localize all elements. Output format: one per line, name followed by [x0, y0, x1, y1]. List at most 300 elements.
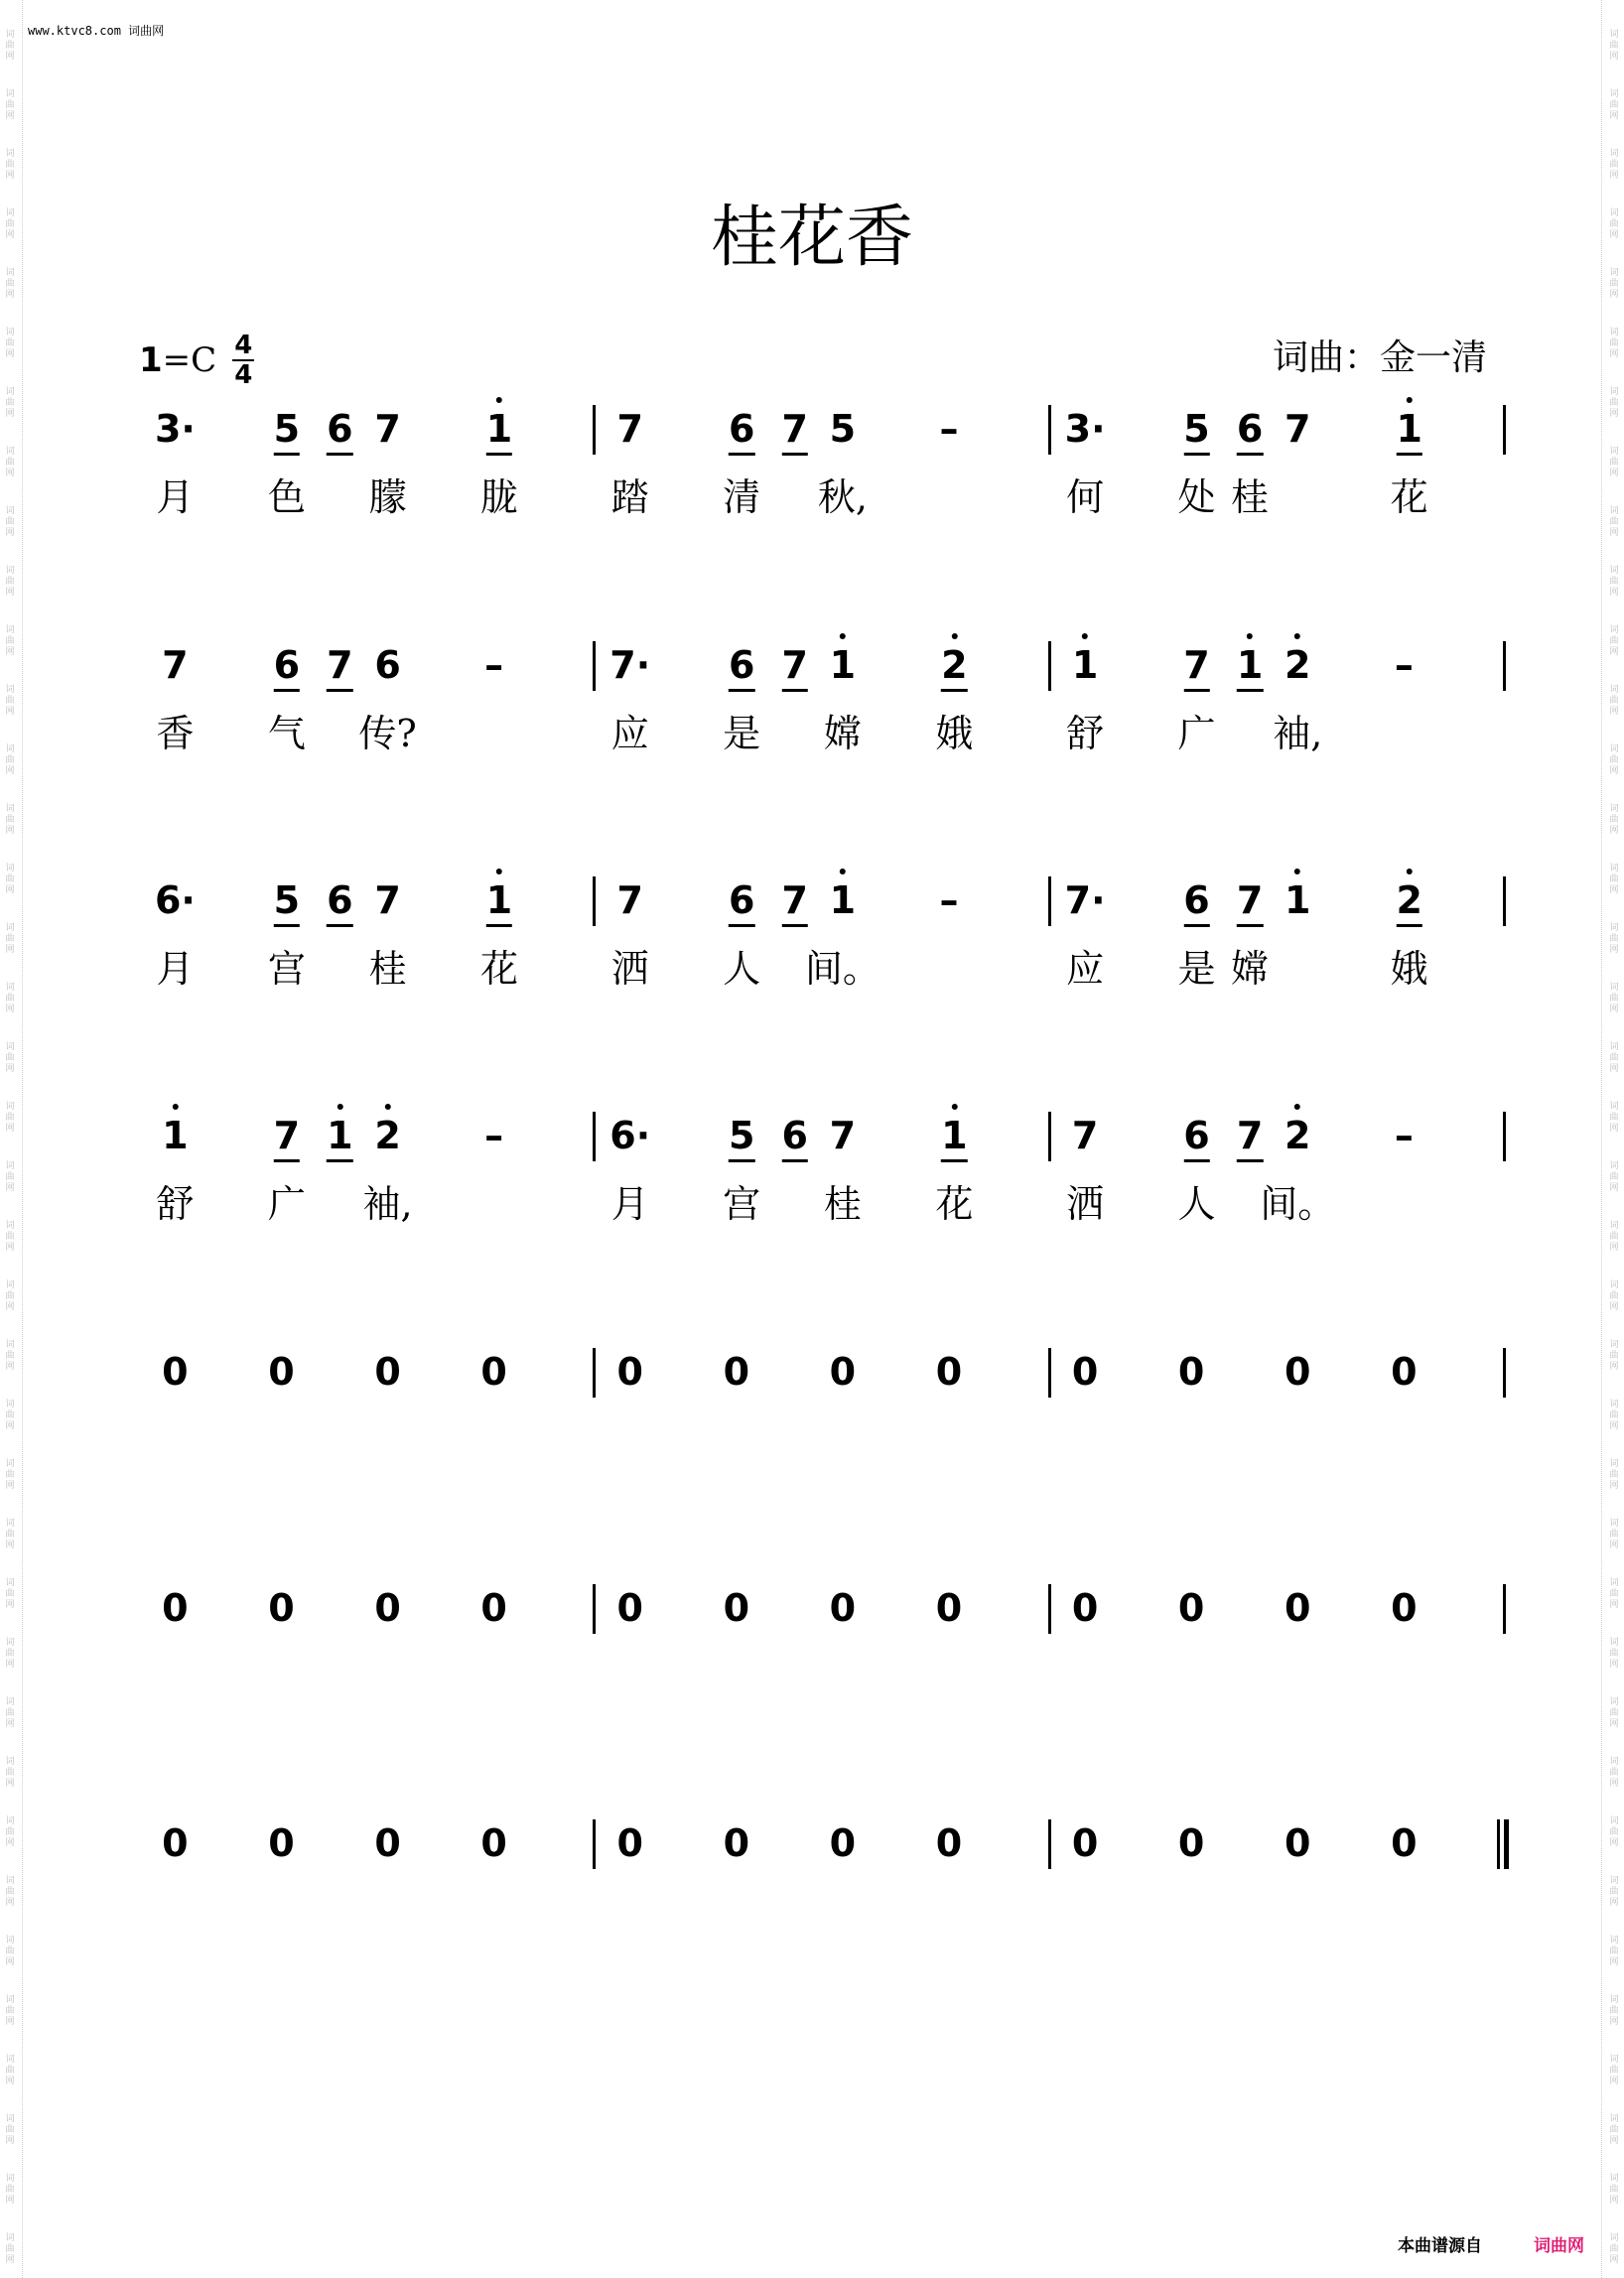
dash-note: – [939, 407, 959, 451]
lyric-syllable: 秋, [817, 475, 868, 519]
barline [1503, 876, 1506, 926]
note: 7 [1237, 1114, 1263, 1162]
note: 7 [1071, 1114, 1099, 1157]
watermark-glyph: 网 [5, 1243, 15, 1253]
watermark-glyph: 网 [1609, 707, 1619, 717]
watermark-glyph: 网 [5, 647, 15, 657]
note: 1 [327, 1114, 352, 1162]
watermark-glyph: 词 [5, 447, 15, 457]
watermark-glyph: 网 [5, 588, 15, 598]
lyric-syllable: 胧 [480, 475, 519, 519]
barline [1048, 405, 1051, 455]
watermark-glyph: 曲 [5, 160, 15, 170]
note: 6 [327, 407, 352, 456]
watermark-glyph: 网 [1609, 171, 1619, 181]
watermark-glyph: 词 [1609, 1280, 1619, 1290]
watermark-glyph: 网 [1609, 826, 1619, 836]
watermark-glyph: 词 [1609, 1400, 1619, 1409]
note: 7 [616, 407, 643, 451]
note: 7· [609, 643, 651, 687]
watermark-glyph: 曲 [5, 398, 15, 408]
watermark-glyph: 网 [5, 1898, 15, 1908]
key-signature [139, 326, 254, 395]
watermark-glyph: 网 [5, 2017, 15, 2027]
note: 6 [729, 878, 754, 927]
lyric-syllable: 舒 [1066, 712, 1105, 755]
lyric-syllable: 间。 [1260, 1182, 1336, 1226]
watermark-glyph: 曲 [1609, 577, 1619, 587]
watermark-glyph: 曲 [5, 41, 15, 51]
watermark-glyph: 网 [5, 52, 15, 62]
watermark-glyph: 词 [1609, 1876, 1619, 1886]
watermark-glyph: 网 [1609, 1541, 1619, 1550]
watermark-glyph: 词 [5, 1995, 15, 2005]
watermark-glyph: 网 [5, 1481, 15, 1491]
watermark-glyph: 网 [1609, 647, 1619, 657]
barline [1048, 1819, 1051, 1869]
lyric-syllable: 间。 [804, 947, 880, 991]
dash-note: – [939, 878, 959, 922]
watermark-glyph: 词 [1609, 1519, 1619, 1529]
dash-note: – [1394, 643, 1414, 687]
watermark-glyph: 曲 [5, 636, 15, 646]
watermark-glyph: 词 [5, 744, 15, 754]
lyric-syllable: 是 [723, 712, 761, 755]
watermark-glyph: 网 [1609, 1183, 1619, 1193]
note: 1 [486, 407, 512, 456]
lyric-syllable: 气 [267, 712, 306, 755]
watermark-glyph: 曲 [1609, 1291, 1619, 1301]
watermark-glyph: 曲 [1609, 41, 1619, 51]
lyric-syllable: 桂 [1231, 475, 1270, 519]
watermark-glyph: 词 [1609, 566, 1619, 576]
watermark-glyph: 词 [5, 1400, 15, 1409]
watermark-glyph: 网 [5, 1541, 15, 1550]
time-signature [232, 332, 254, 389]
watermark-glyph: 词 [5, 506, 15, 516]
lyric-syllable: 娥 [935, 712, 974, 755]
watermark-glyph: 词 [5, 566, 15, 576]
watermark-glyph: 网 [1609, 230, 1619, 240]
lyric-syllable: 宫 [723, 1182, 761, 1226]
watermark-glyph: 曲 [5, 934, 15, 944]
rest-note: 0 [162, 1350, 189, 1394]
watermark-glyph: 曲 [1609, 398, 1619, 408]
watermark-glyph: 词 [1609, 983, 1619, 993]
watermark-glyph: 词 [1609, 1936, 1619, 1945]
lyric-row [0, 474, 1624, 524]
note: 2 [941, 643, 967, 692]
watermark-glyph: 曲 [5, 2006, 15, 2016]
rest-note: 0 [480, 1350, 507, 1394]
watermark-glyph: 词 [5, 685, 15, 695]
note: 6· [154, 878, 196, 922]
lyric-syllable: 踏 [610, 475, 649, 519]
watermark-glyph: 词 [5, 804, 15, 814]
rest-note: 0 [268, 1350, 295, 1394]
watermark-glyph: 曲 [5, 755, 15, 765]
watermark-glyph: 词 [5, 328, 15, 337]
barline [1048, 876, 1051, 926]
lyric-syllable: 嫦 [823, 712, 862, 755]
watermark-glyph: 曲 [1609, 1410, 1619, 1420]
note: 7 [781, 643, 807, 692]
lyric-syllable: 洒 [610, 947, 649, 991]
rest-note: 0 [616, 1350, 643, 1394]
rest-note: 0 [935, 1586, 963, 1630]
watermark-glyph: 词 [1609, 685, 1619, 695]
note: 7 [374, 878, 401, 922]
watermark-glyph: 词 [1609, 1042, 1619, 1052]
watermark-glyph: 网 [5, 1957, 15, 1967]
lyric-row [0, 711, 1624, 760]
watermark-glyph: 网 [5, 1362, 15, 1372]
barline [1503, 1584, 1506, 1634]
octave-dot [385, 1104, 391, 1110]
rest-note: 0 [1177, 1821, 1205, 1865]
watermark-glyph: 曲 [1609, 874, 1619, 884]
watermark-glyph: 网 [1609, 945, 1619, 955]
rest-note: 0 [723, 1586, 750, 1630]
watermark-glyph: 曲 [1609, 994, 1619, 1004]
watermark-glyph: 曲 [1609, 2006, 1619, 2016]
watermark-glyph: 网 [5, 1005, 15, 1014]
rest-note: 0 [935, 1350, 963, 1394]
rest-note: 0 [1391, 1821, 1418, 1865]
note: 1 [1237, 643, 1263, 692]
lyric-syllable: 桂 [368, 947, 407, 991]
watermark-glyph: 曲 [1609, 1708, 1619, 1718]
lyric-syllable: 广 [1177, 712, 1216, 755]
lyric-syllable: 何 [1066, 475, 1105, 519]
watermark-glyph: 词 [1609, 1221, 1619, 1231]
lyric-syllable: 广 [267, 1182, 306, 1226]
watermark-glyph: 词 [1609, 1697, 1619, 1707]
rest-note: 0 [162, 1586, 189, 1630]
watermark-glyph: 词 [1609, 1757, 1619, 1767]
watermark-glyph: 网 [1609, 290, 1619, 300]
watermark-glyph: 词 [1609, 387, 1619, 397]
watermark-glyph: 曲 [1609, 458, 1619, 468]
watermark-glyph: 词 [1609, 268, 1619, 278]
watermark-glyph: 词 [1609, 1161, 1619, 1171]
watermark-glyph: 曲 [5, 219, 15, 229]
watermark-glyph: 网 [1609, 1481, 1619, 1491]
watermark-glyph: 曲 [1609, 160, 1619, 170]
watermark-glyph: 曲 [1609, 636, 1619, 646]
rest-note: 0 [723, 1350, 750, 1394]
watermark-glyph: 网 [1609, 1243, 1619, 1253]
lyric-syllable: 宫 [267, 947, 306, 991]
watermark-glyph: 词 [5, 2055, 15, 2065]
watermark-glyph: 曲 [1609, 1827, 1619, 1837]
dash-note: – [1394, 1114, 1414, 1157]
watermark-glyph: 曲 [5, 696, 15, 706]
watermark-glyph: 曲 [5, 1708, 15, 1718]
watermark-glyph: 词 [1609, 864, 1619, 873]
watermark-glyph: 词 [1609, 149, 1619, 159]
watermark-glyph: 网 [5, 1064, 15, 1074]
watermark-glyph: 网 [1609, 1124, 1619, 1134]
watermark-glyph: 网 [1609, 2017, 1619, 2027]
lyric-syllable: 月 [610, 1182, 649, 1226]
note: 7 [616, 878, 643, 922]
notation-row [0, 1114, 1624, 1173]
watermark-glyph: 词 [5, 1280, 15, 1290]
watermark-glyph: 网 [5, 2136, 15, 2146]
lyric-syllable: 洒 [1066, 1182, 1105, 1226]
watermark-glyph: 曲 [5, 2066, 15, 2076]
watermark-glyph: 词 [1609, 2055, 1619, 2065]
watermark-glyph: 曲 [5, 1351, 15, 1361]
watermark-glyph: 曲 [1609, 100, 1619, 110]
note: 7 [327, 643, 352, 692]
barline [593, 641, 596, 691]
song-title: 桂花香 [710, 199, 913, 277]
notation-row [0, 1350, 1624, 1409]
watermark-glyph: 词 [5, 2174, 15, 2184]
site-url: www.ktvc8.com 词曲网 [28, 24, 165, 38]
watermark-glyph: 曲 [1609, 2066, 1619, 2076]
lyric-syllable: 月 [156, 475, 195, 519]
watermark-glyph: 网 [1609, 1362, 1619, 1372]
watermark-glyph: 曲 [1609, 1053, 1619, 1063]
rest-note: 0 [616, 1586, 643, 1630]
watermark-glyph: 曲 [1609, 1113, 1619, 1123]
watermark-glyph: 词 [5, 1876, 15, 1886]
watermark-glyph: 网 [1609, 52, 1619, 62]
watermark-glyph: 词 [5, 1519, 15, 1529]
watermark-glyph: 曲 [1609, 934, 1619, 944]
notation-row [0, 643, 1624, 703]
rest-note: 0 [616, 1821, 643, 1865]
note: 2 [1285, 643, 1310, 687]
watermark-glyph: 词 [1609, 328, 1619, 337]
footer-site: 词曲网 [1534, 2236, 1584, 2256]
watermark-glyph: 曲 [5, 874, 15, 884]
watermark-glyph: 网 [5, 2077, 15, 2086]
rest-note: 0 [1177, 1586, 1205, 1630]
watermark-glyph: 网 [5, 1124, 15, 1134]
watermark-glyph: 词 [1609, 89, 1619, 99]
rest-note: 0 [723, 1821, 750, 1865]
watermark-glyph: 词 [1609, 447, 1619, 457]
watermark-glyph: 网 [5, 290, 15, 300]
notation-row [0, 1586, 1624, 1646]
barline [1503, 1112, 1506, 1161]
watermark-glyph: 曲 [5, 815, 15, 825]
note: 7 [274, 1114, 300, 1162]
note: 7 [1237, 878, 1263, 927]
note: 1 [830, 643, 856, 687]
octave-dot [951, 633, 957, 639]
watermark-glyph: 网 [5, 1421, 15, 1431]
watermark-glyph: 曲 [1609, 755, 1619, 765]
watermark-glyph: 网 [5, 945, 15, 955]
watermark-glyph: 曲 [5, 517, 15, 527]
rest-note: 0 [480, 1586, 507, 1630]
watermark-glyph: 网 [5, 171, 15, 181]
watermark-glyph: 网 [5, 528, 15, 538]
watermark-glyph: 词 [1609, 1102, 1619, 1112]
watermark-glyph: 曲 [5, 1470, 15, 1480]
rest-note: 0 [1071, 1821, 1099, 1865]
note: 2 [1285, 1114, 1310, 1157]
lyric-syllable: 嫦 [1231, 947, 1270, 991]
barline [593, 876, 596, 926]
barline [1503, 641, 1506, 691]
watermark-glyph: 词 [5, 1936, 15, 1945]
rest-note: 0 [1071, 1350, 1099, 1394]
watermark-glyph: 曲 [5, 1768, 15, 1778]
watermark-glyph: 词 [1609, 2233, 1619, 2243]
note: 6 [781, 1114, 807, 1162]
rest-note: 0 [374, 1586, 401, 1630]
octave-dot [1247, 633, 1253, 639]
watermark-glyph: 曲 [1609, 517, 1619, 527]
watermark-glyph: 网 [5, 111, 15, 121]
watermark-glyph: 词 [5, 1161, 15, 1171]
octave-dot [1294, 1104, 1300, 1110]
footer-label: 本曲谱源自 [1398, 2236, 1482, 2256]
watermark-glyph: 曲 [1609, 1470, 1619, 1480]
watermark-glyph: 词 [5, 208, 15, 218]
barline [1503, 1348, 1506, 1398]
watermark-glyph: 词 [1609, 208, 1619, 218]
lyric-syllable: 娥 [1390, 947, 1428, 991]
watermark-glyph: 词 [5, 2233, 15, 2243]
watermark-glyph: 曲 [1609, 1887, 1619, 1897]
watermark-glyph: 网 [1609, 1838, 1619, 1848]
octave-dot [1294, 869, 1300, 874]
watermark-glyph: 词 [1609, 1816, 1619, 1826]
octave-dot [337, 1104, 342, 1110]
lyric-syllable: 花 [1390, 475, 1428, 519]
watermark-glyph: 网 [1609, 1898, 1619, 1908]
watermark-glyph: 网 [1609, 1660, 1619, 1670]
note: 3· [154, 407, 196, 451]
rest-note: 0 [374, 1821, 401, 1865]
watermark-glyph: 曲 [5, 1946, 15, 1956]
watermark-glyph: 网 [5, 1660, 15, 1670]
key-note: C [191, 340, 217, 380]
watermark-glyph: 词 [1609, 1995, 1619, 2005]
watermark-glyph: 网 [1609, 588, 1619, 598]
note: 6 [274, 643, 300, 692]
lyric-row [0, 946, 1624, 996]
watermark-glyph: 词 [1609, 923, 1619, 933]
watermark-glyph: 曲 [5, 338, 15, 348]
watermark-glyph: 曲 [1609, 219, 1619, 229]
rest-note: 0 [1391, 1350, 1418, 1394]
time-denominator: 4 [234, 360, 253, 390]
rest-note: 0 [935, 1821, 963, 1865]
note: 6 [327, 878, 352, 927]
lyric-syllable: 香 [156, 712, 195, 755]
rest-note: 0 [1285, 1350, 1311, 1394]
watermark-glyph: 曲 [1609, 696, 1619, 706]
watermark-glyph: 词 [5, 149, 15, 159]
watermark-glyph: 曲 [1609, 2125, 1619, 2135]
note: 5 [829, 407, 857, 451]
barline [593, 1112, 596, 1161]
watermark-glyph: 词 [1609, 30, 1619, 40]
octave-dot [1082, 633, 1088, 639]
composer-credit: 词曲：金一清 [1272, 337, 1487, 378]
watermark-glyph: 网 [1609, 1957, 1619, 1967]
note: 7 [781, 878, 807, 927]
rest-note: 0 [268, 1821, 295, 1865]
notation-row [0, 878, 1624, 938]
note: 7 [781, 407, 807, 456]
watermark-glyph: 曲 [1609, 2244, 1619, 2254]
watermark-glyph: 曲 [5, 1530, 15, 1540]
watermark-glyph: 曲 [5, 1291, 15, 1301]
note: 5 [274, 878, 300, 927]
watermark-glyph: 网 [5, 2255, 15, 2265]
lyric-syllable: 花 [480, 947, 519, 991]
watermark-glyph: 曲 [5, 1649, 15, 1659]
watermark-glyph: 曲 [5, 1410, 15, 1420]
octave-dot [951, 1104, 957, 1110]
final-barline [1497, 1819, 1509, 1869]
lyric-syllable: 舒 [156, 1182, 195, 1226]
rest-note: 0 [374, 1350, 401, 1394]
lyric-syllable: 是 [1177, 947, 1216, 991]
watermark-glyph: 曲 [1609, 1530, 1619, 1540]
watermark-glyph: 网 [1609, 1719, 1619, 1729]
watermark-glyph: 网 [1609, 2077, 1619, 2086]
note: 5 [274, 407, 300, 456]
note: 6· [609, 1114, 651, 1157]
watermark-glyph: 网 [5, 1838, 15, 1848]
watermark-glyph: 词 [1609, 2174, 1619, 2184]
watermark-glyph: 曲 [5, 279, 15, 289]
watermark-glyph: 网 [1609, 2136, 1619, 2146]
key-one: 1 [139, 340, 163, 380]
note: 7 [1285, 407, 1311, 451]
note: 7 [374, 407, 401, 451]
footer [1398, 2231, 1584, 2256]
note: 7 [162, 643, 189, 687]
barline [1503, 405, 1506, 455]
rest-note: 0 [1285, 1586, 1311, 1630]
barline [593, 405, 596, 455]
rest-note: 0 [1071, 1586, 1099, 1630]
barline [1048, 1584, 1051, 1634]
watermark-glyph: 词 [1609, 1459, 1619, 1469]
watermark-glyph: 曲 [1609, 1768, 1619, 1778]
note: 6 [374, 643, 401, 687]
lyric-syllable: 袖, [1273, 712, 1323, 755]
watermark-glyph: 网 [5, 230, 15, 240]
note: 1 [1396, 407, 1421, 456]
key-equals: = [162, 340, 192, 380]
watermark-glyph: 曲 [5, 100, 15, 110]
note: 1 [162, 1114, 188, 1157]
watermark-glyph: 词 [5, 1042, 15, 1052]
note: 1 [1072, 643, 1098, 687]
watermark-glyph: 网 [5, 1600, 15, 1610]
watermark-glyph: 词 [5, 1816, 15, 1826]
note: 1 [941, 1114, 967, 1162]
watermark-glyph: 网 [5, 766, 15, 776]
watermark-glyph: 词 [1609, 1638, 1619, 1648]
watermark-glyph: 词 [1609, 625, 1619, 635]
note: 6 [729, 407, 754, 456]
lyric-syllable: 人 [1177, 1182, 1216, 1226]
watermark-glyph: 词 [5, 983, 15, 993]
